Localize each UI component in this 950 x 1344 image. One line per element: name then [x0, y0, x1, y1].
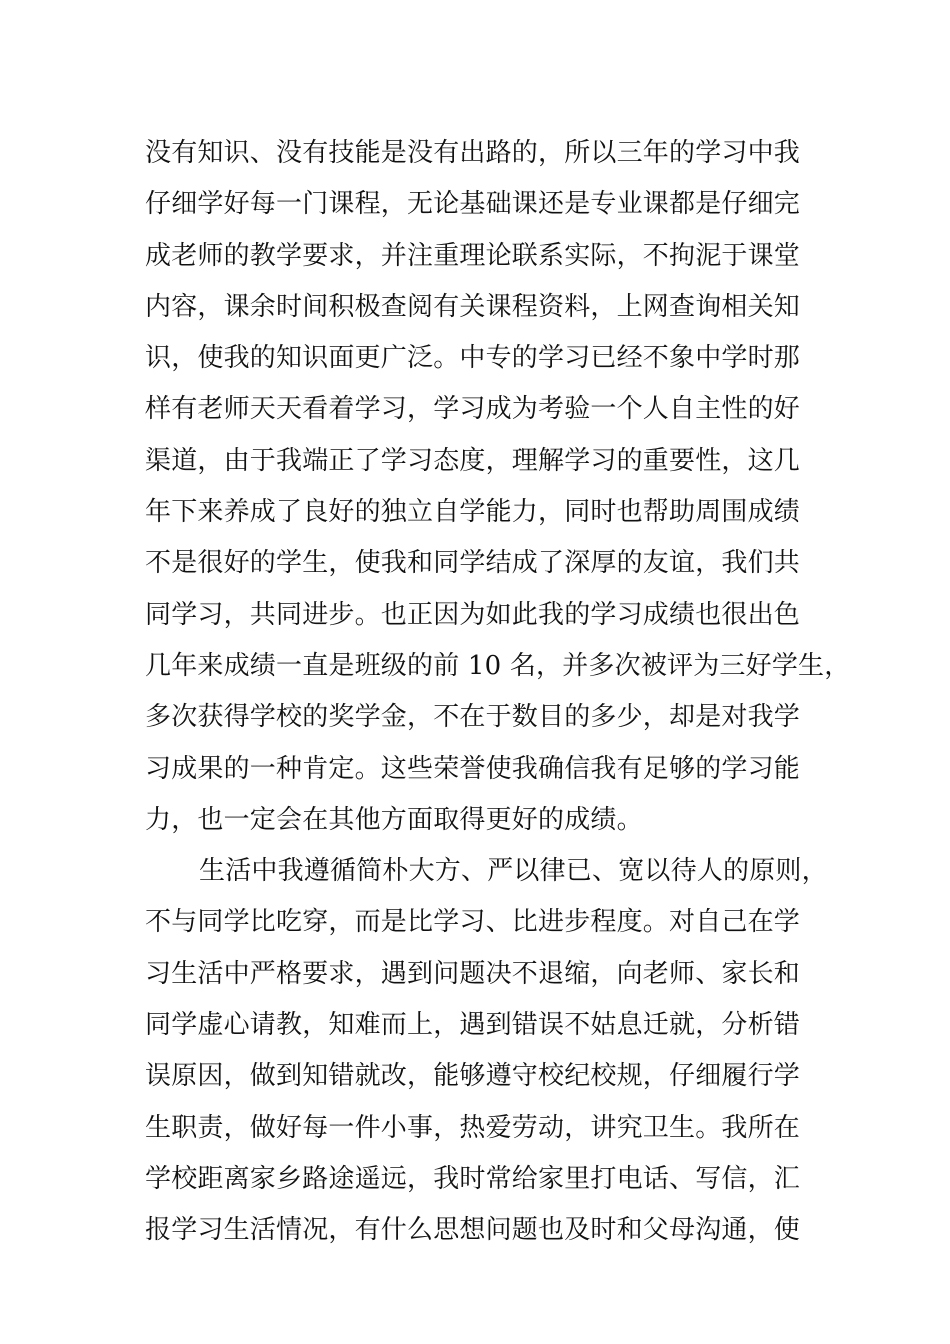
text-line: 误原因，做到知错就改，能够遵守校纪校规，仔细履行学 [145, 1061, 801, 1092]
text-line: 不与同学比吃穿，而是比学习、比进步程度。对自己在学 [145, 907, 801, 938]
text-line: 仔细学好每一门课程，无论基础课还是专业课都是仔细完 [145, 189, 801, 220]
text-line: 内容，课余时间积极查阅有关课程资料，上网查询相关知 [145, 291, 801, 322]
text-line: 报学习生活情况，有什么思想问题也及时和父母沟通，使 [145, 1215, 801, 1246]
text-line: 渠道，由于我端正了学习态度，理解学习的重要性，这几 [145, 445, 801, 476]
text-line: 年下来养成了良好的独立自学能力，同时也帮助周围成绩 [145, 497, 801, 528]
text-line: 同学虚心请教，知难而上，遇到错误不姑息迁就，分析错 [145, 1010, 801, 1041]
text-line: 习成果的一种肯定。这些荣誉使我确信我有足够的学习能 [145, 753, 801, 784]
text-line: 样有老师天天看着学习，学习成为考验一个人自主性的好 [145, 394, 801, 425]
document-body [145, 128, 851, 1257]
text-line: 同学习，共同进步。也正因为如此我的学习成绩也很出色 [145, 599, 801, 630]
text-line: 识，使我的知识面更广泛。中专的学习已经不象中学时那 [145, 343, 801, 374]
text-line: 几年来成绩一直是班级的前 10 名，并多次被评为三好学生， [145, 650, 851, 681]
text-line: 生职责，做好每一件小事，热爱劳动，讲究卫生。我所在 [145, 1112, 801, 1143]
text-line: 习生活中严格要求，遇到问题决不退缩，向老师、家长和 [145, 958, 801, 989]
text-line: 学校距离家乡路途遥远，我时常给家里打电话、写信，汇 [145, 1163, 801, 1194]
text-line: 没有知识、没有技能是没有出路的，所以三年的学习中我 [145, 138, 801, 168]
paragraph-study [145, 128, 851, 846]
text-line: 成老师的教学要求，并注重理论联系实际，不拘泥于课堂 [145, 240, 801, 271]
paragraph-life [145, 846, 828, 1256]
text-line: 不是很好的学生，使我和同学结成了深厚的友谊，我们共 [145, 548, 801, 579]
text-line: 多次获得学校的奖学金，不在于数目的多少，却是对我学 [145, 702, 801, 733]
text-line: 力，也一定会在其他方面取得更好的成绩。 [145, 804, 643, 835]
text-line: 生活中我遵循简朴大方、严以律已、宽以待人的原则， [199, 856, 828, 887]
